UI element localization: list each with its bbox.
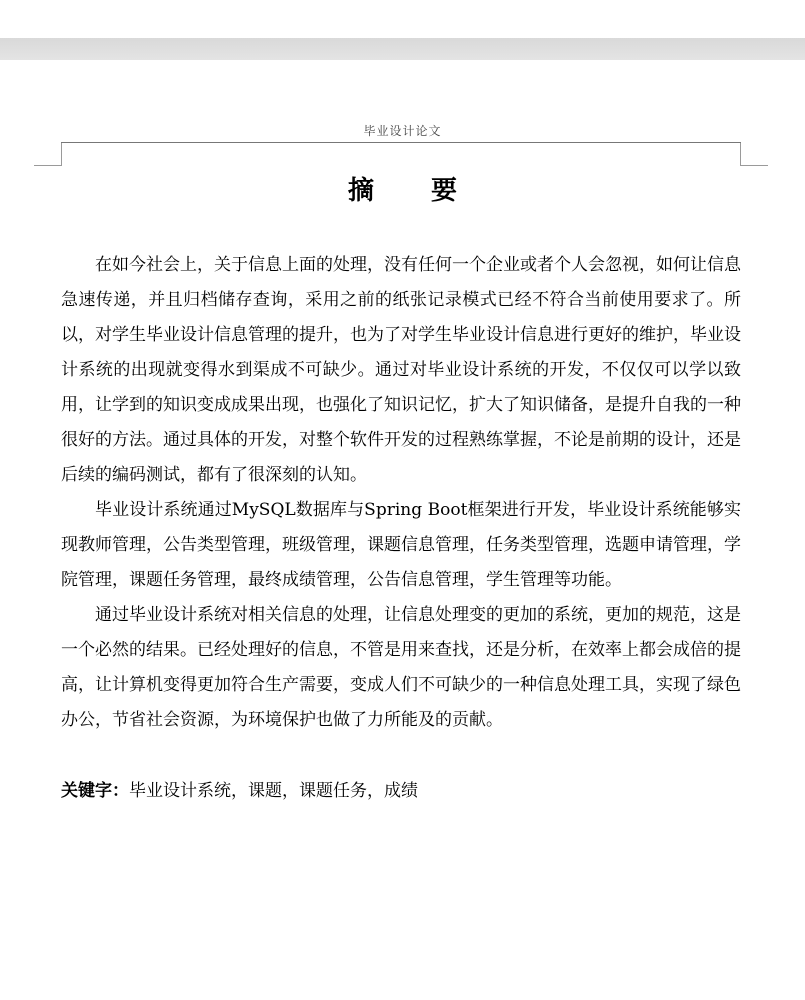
keywords-text: 毕业设计系统，课题，课题任务，成绩 <box>129 781 418 801</box>
keywords-line <box>61 776 741 806</box>
crop-mark-top-right-vertical <box>740 143 741 166</box>
keywords-label: 关键字： <box>61 781 129 801</box>
abstract-body <box>61 248 741 738</box>
document-page <box>0 60 805 1000</box>
abstract-paragraph-1: 在如今社会上，关于信息上面的处理，没有任何一个企业或者个人会忽视，如何让信息急速传递，并且归档储存查询，采用之前的纸张记录模式已经不符合当前使用要求了。所以，对学生毕业设计信息管理的提升，也为了对学生毕业设计信息进行更好的维护，毕业设计系统的出现就变得水到渠成不可缺少。通过对毕业设计系统的开发，不仅仅可以学以致用，让学到的知识变成成果出现，也强化了知识记忆，扩大了知识储备，是提升自我的一种很好的方法。通过具体的开发，对整个软件开发的过程熟练掌握，不论是前期的设计，还是后续的编码测试，都有了很深刻的认知。 <box>61 255 741 485</box>
header-rule <box>61 142 741 143</box>
crop-mark-top-left-vertical <box>61 143 62 166</box>
abstract-paragraph-2: 毕业设计系统通过MySQL数据库与Spring Boot框架进行开发，毕业设计系统能够实现教师管理，公告类型管理，班级管理，课题信息管理，任务类型管理，选题申请管理，学院管理，课题任务管理，最终成绩管理，公告信息管理，学生管理等功能。 <box>61 500 741 590</box>
crop-mark-top-left-horizontal <box>34 165 61 166</box>
abstract-paragraph-3: 通过毕业设计系统对相关信息的处理，让信息处理变的更加的系统，更加的规范，这是一个必然的结果。已经处理好的信息，不管是用来查找，还是分析，在效率上都会成倍的提高，让计算机变得更加符合生产需要，变成人们不可缺少的一种信息处理工具，实现了绿色办公，节省社会资源，为环境保护也做了力所能及的贡献。 <box>61 605 741 730</box>
running-header: 毕业设计论文 <box>363 124 442 138</box>
viewer-top-bar <box>0 0 805 60</box>
page-title: 摘 要 <box>347 176 482 206</box>
crop-mark-top-right-horizontal <box>741 165 768 166</box>
